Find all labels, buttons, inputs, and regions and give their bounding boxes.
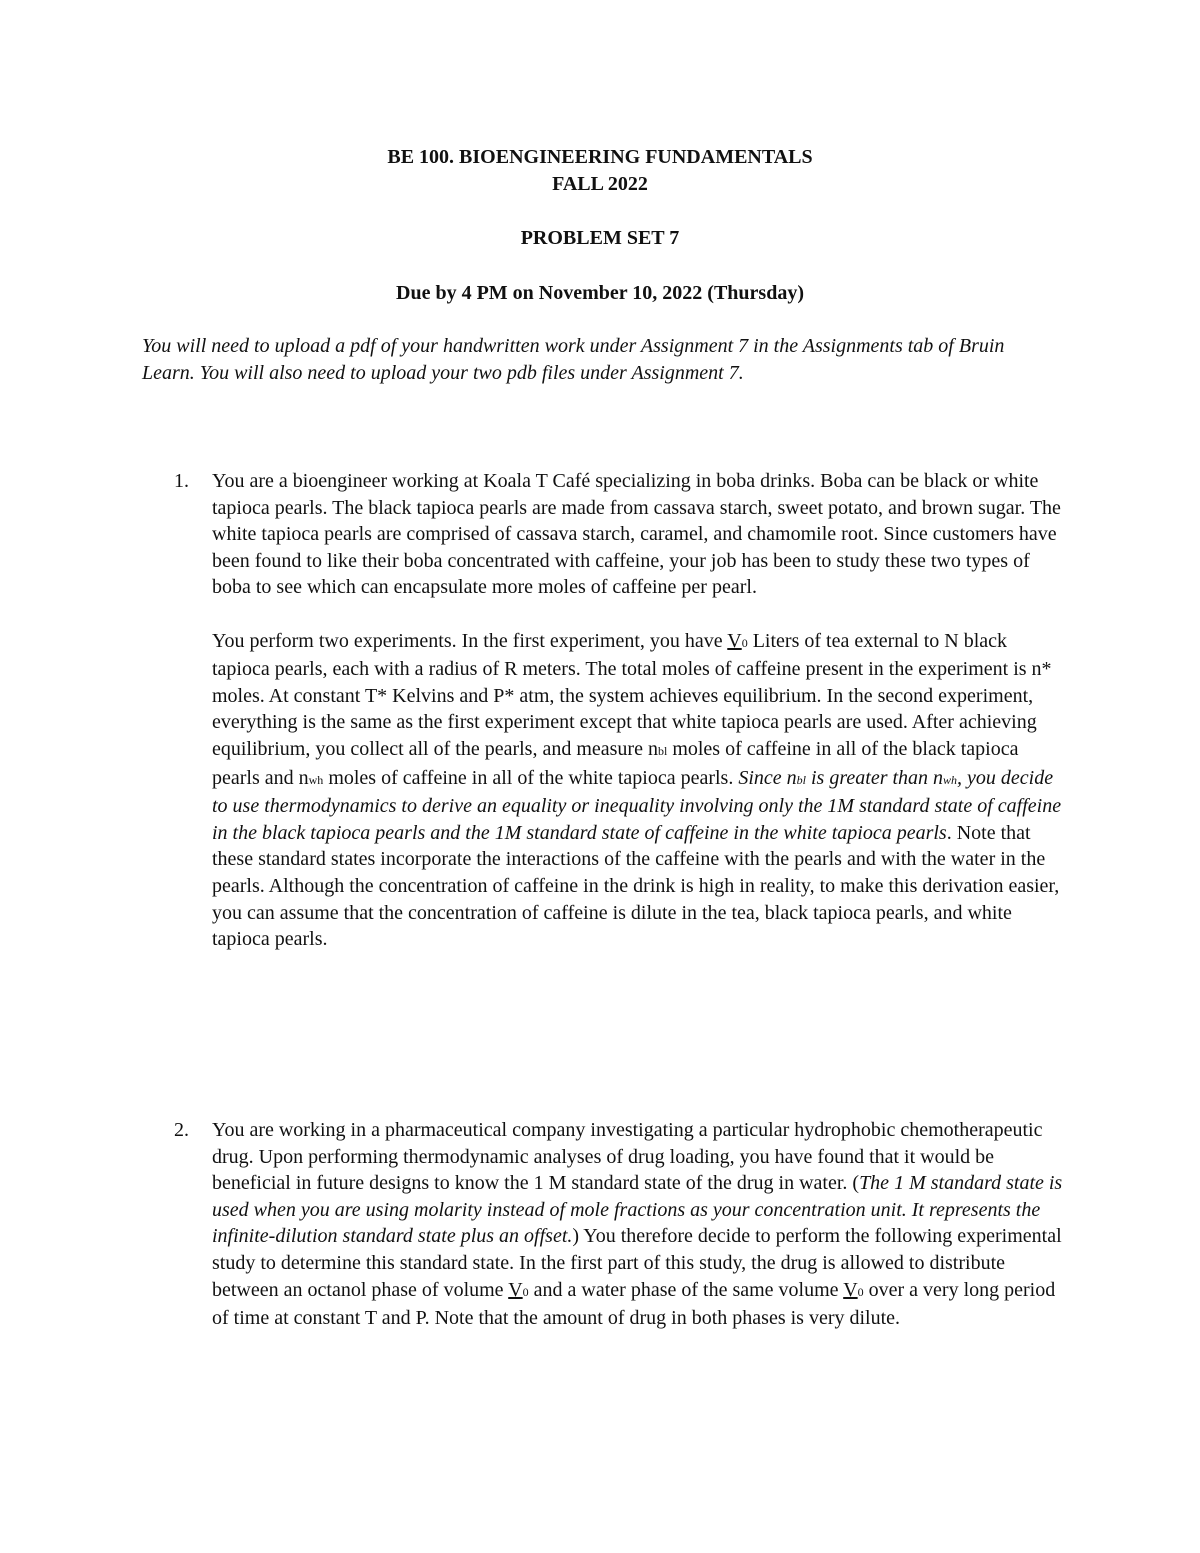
problem-paragraph [212,1117,1064,1332]
upload-instructions: You will need to upload a pdf of your handwritten work under Assignment 7 in the Assignments tab of Bruin Learn. You will also need to upload your two pdb files under Assignment 7. [142,335,1005,384]
due-date: Due by 4 PM on November 10, 2022 (Thursday) [396,282,804,304]
italic-run: The 1 M standard state is used when you are using molarity instead of mole fractions as your concentration unit. It represents the infinite-dilution standard state plus an offset. [212,1172,1063,1248]
course-title: BE 100. BIOENGINEERING FUNDAMENTALS [387,146,813,168]
problem-number: 1. [174,470,189,492]
volume-variable: V [727,629,742,652]
text-run: Liters of tea external to N black tapioca pearls, each with a radius of R meters. The total moles of caffeine present in the experiment is n* moles. At constant T* Kelvins and P* atm, the system achieves equilibrium. In the second experiment, everything is the same as the first experiment except that white tapioca pearls are used. After achieving equilibrium, you collect all of the pearls, and measure n [212,629,1052,760]
text-run: . Note that these standard states incorporate the interactions of the caffeine with the pearls and with the water in the pearls. Although the concentration of caffeine in the drink is high in reality, to make this derivation easier, you can assume that the concentration of caffeine is dilute in the tea, black tapioca pearls, and white tapioca pearls. [212,821,1060,951]
problem-paragraph: You are a bioengineer working at Koala T Café specializing in boba drinks. Boba can be black or white tapioca pearls. The black tapioca pearls are made from cassava starch, sweet potato, and brown sugar. The white tapioca pearls are comprised of cassava starch, caramel, and chamomile root. Since customers have been found to like their boba concentrated with caffeine, your job has been to study these two types of boba to see which can encapsulate more moles of caffeine per pearl. [212,470,1061,599]
problem-paragraph [212,628,1064,953]
text-run: You perform two experiments. In the first experiment, you have [212,629,728,652]
text-run: and a water phase of the same volume [528,1278,844,1301]
problem-number: 2. [174,1119,189,1141]
italic-run: Since n [738,766,797,789]
text-run: moles of caffeine in all of the black tapioca pearls and n [212,737,1019,789]
volume-subscript: 0 [741,635,748,650]
text-run: You are working in a pharmaceutical company investigating a particular hydrophobic chemotherapeutic drug. Upon performing thermodynamic analyses of drug loading, you have found that it would be beneficial in future designs to know the 1 M standard state of the drug in water. ( [212,1119,1043,1195]
text-run: over a very long period of time at constant T and P. Note that the amount of drug in both phases is very dilute. [212,1278,1056,1330]
italic-run: , you decide to use thermodynamics to derive an equality or inequality involving only the 1M standard state of caffeine in the black tapioca pearls and the 1M standard state of caffeine in the white tapioca pearls [212,766,1062,844]
problem-body [212,1117,1064,1332]
white-subscript: wh [308,772,324,787]
volume-variable: V [508,1278,523,1301]
problem-set-title: PROBLEM SET 7 [520,227,680,249]
term-title: FALL 2022 [552,173,648,195]
black-subscript: bl [796,772,806,787]
black-subscript: bl [657,743,668,758]
italic-run: is greater than n [806,766,944,789]
volume-subscript: 0 [857,1284,864,1299]
text-run: ) You therefore decide to perform the following experimental study to determine this standard state. In the first part of this study, the drug is allowed to distribute between an octanol phase of volume [212,1225,1062,1301]
text-run: moles of caffeine in all of the white tapioca pearls. [323,766,739,789]
volume-variable: V [843,1278,858,1301]
white-subscript: wh [943,772,958,787]
volume-subscript: 0 [522,1284,529,1299]
problem-body [212,468,1064,953]
